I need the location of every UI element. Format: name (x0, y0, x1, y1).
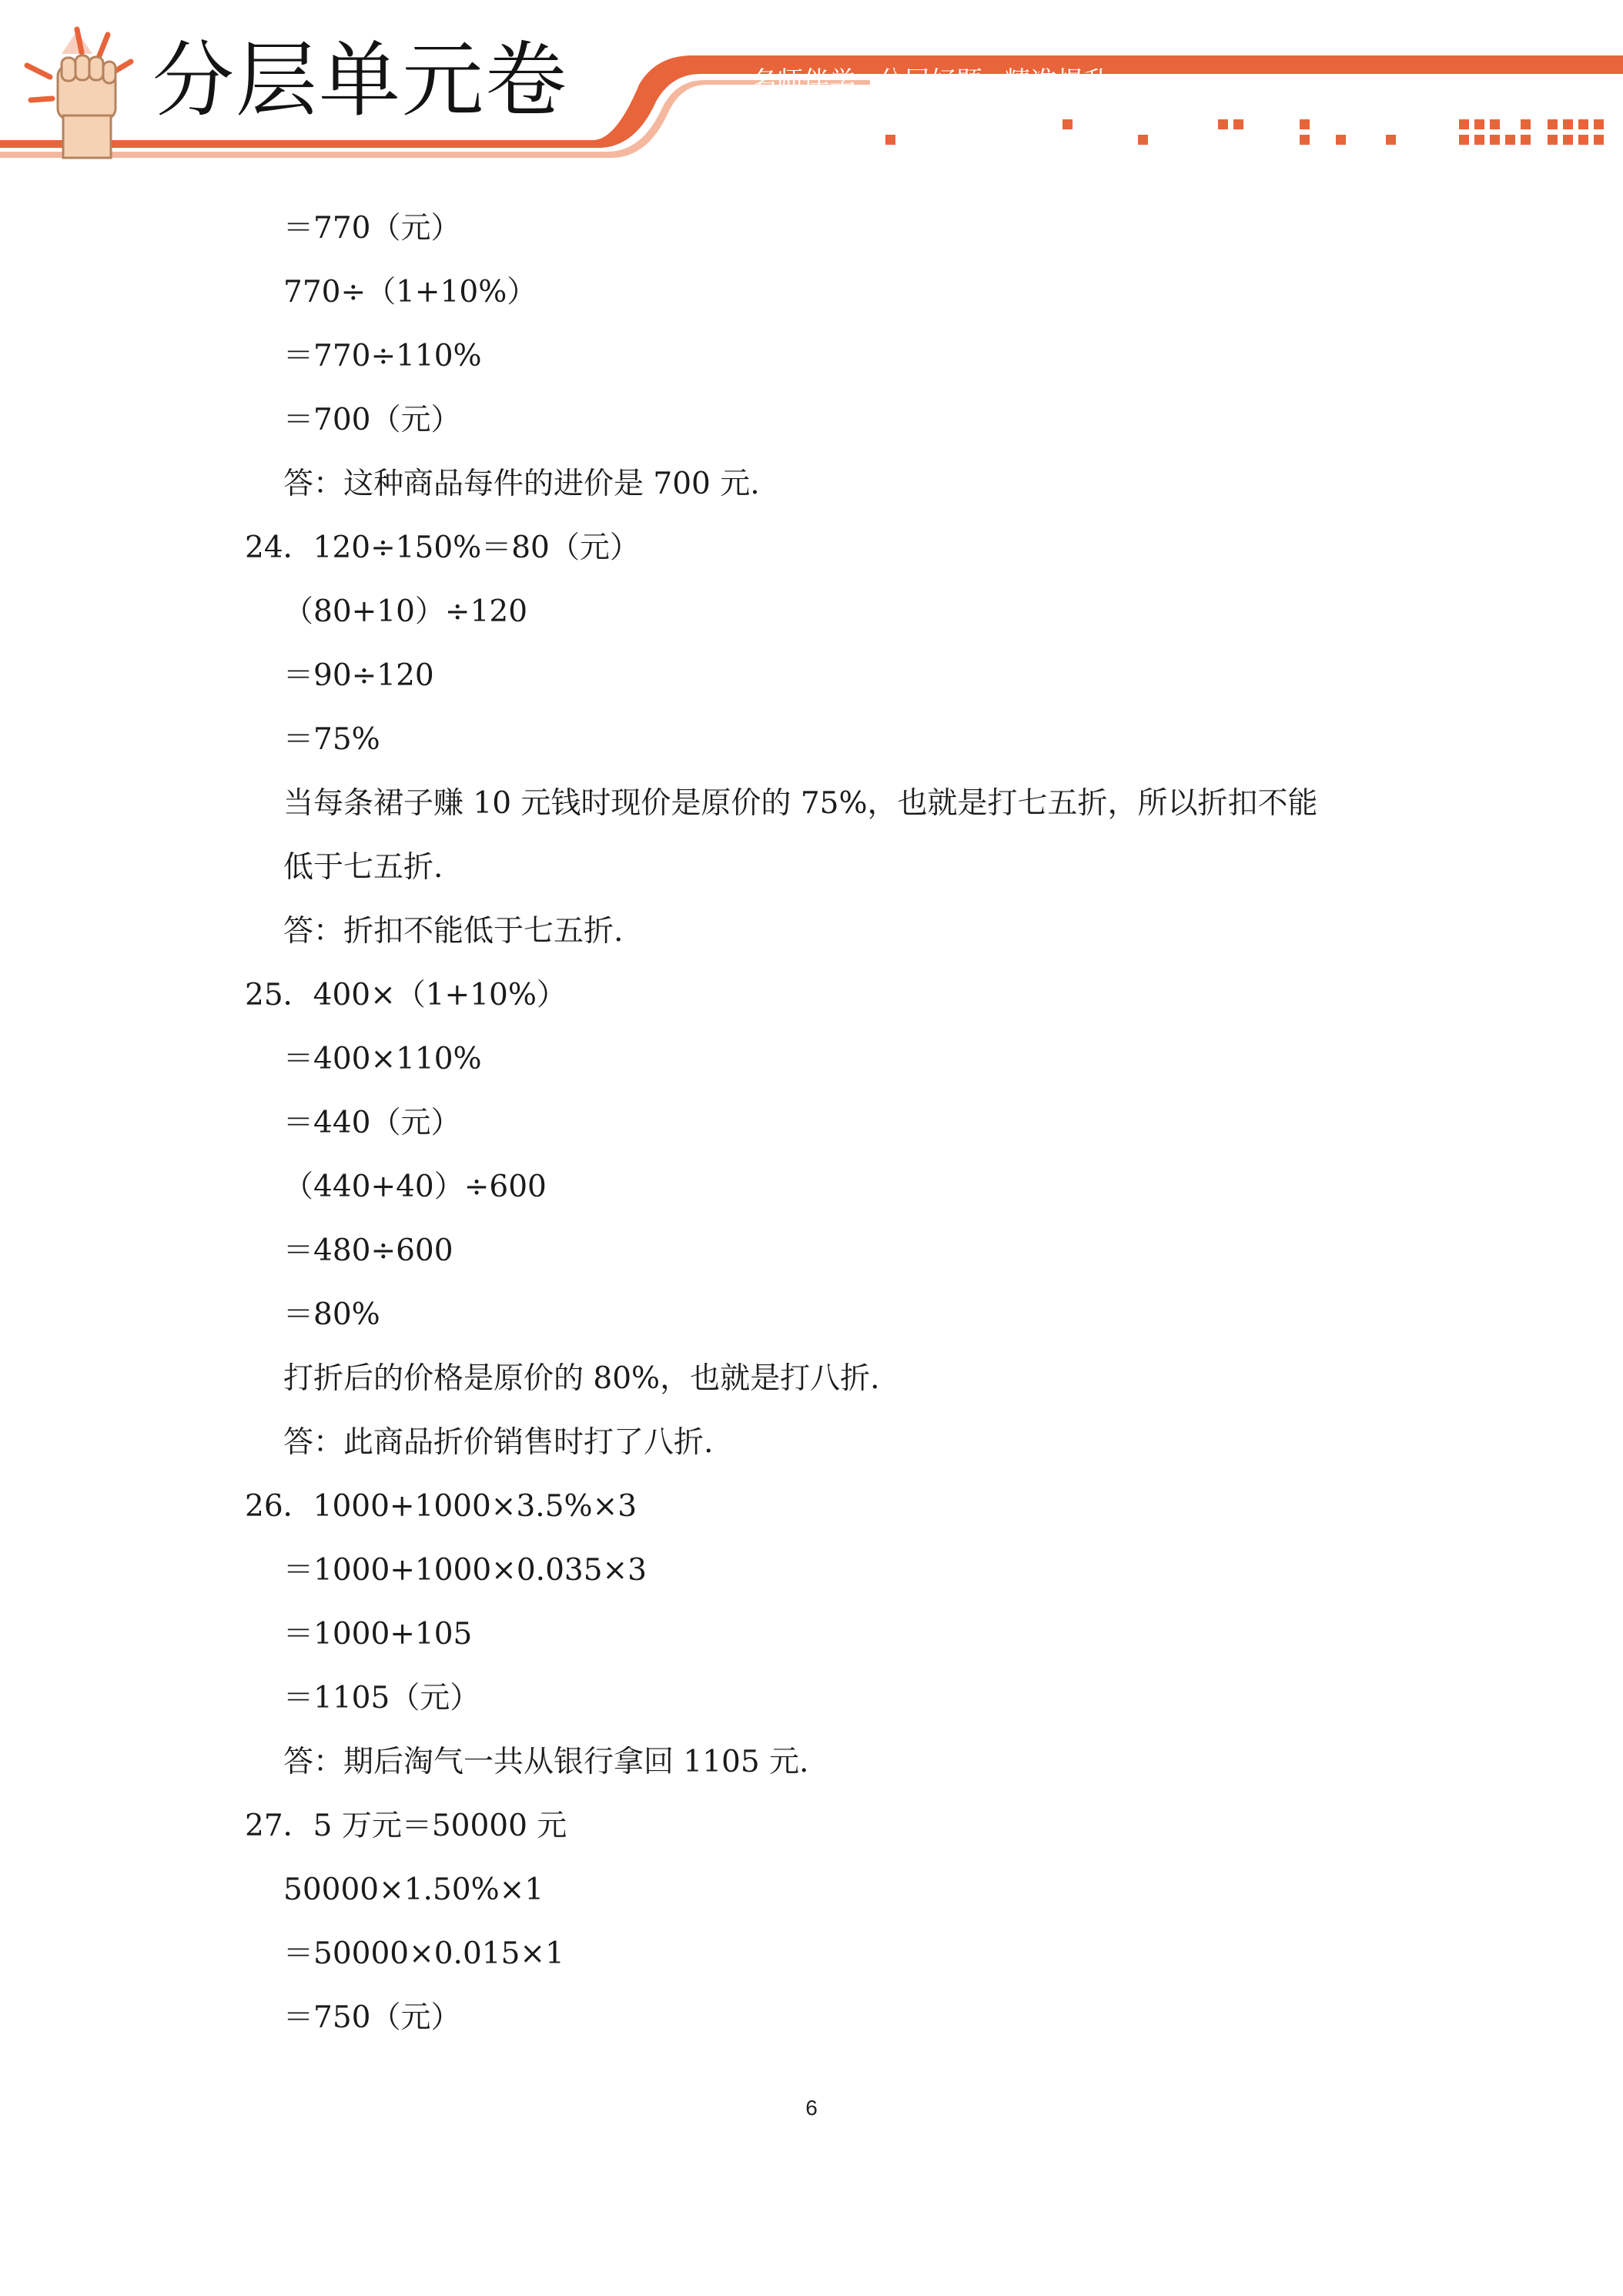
text-line: 50000×1.50%×1 (283, 1873, 544, 1907)
text-line: ＝1000+1000×0.035×3 (283, 1553, 647, 1588)
text-line: ＝480÷600 (283, 1233, 453, 1268)
page-header (0, 0, 1623, 166)
text-line: 低于七五折. (283, 850, 443, 885)
answer-line: 答：此商品折价销售时打了八折. (283, 1425, 714, 1460)
text-line: 当每条裙子赚 10 元钱时现价是原价的 75%，也就是打七五折，所以折扣不能 (283, 786, 1318, 821)
text-line: ＝80% (283, 1297, 380, 1332)
text-line: ＝440（元） (283, 1106, 461, 1140)
text-line: （440+40）÷600 (283, 1170, 547, 1204)
text-line: ＝700（元） (283, 403, 461, 437)
answer-line: 答：折扣不能低于七五折. (283, 914, 624, 949)
text-line: 打折后的价格是原价的 80%，也就是打八折. (283, 1361, 880, 1396)
raised-fist-icon (27, 29, 131, 158)
text-line: 770÷（1+10%） (283, 275, 537, 310)
header-slogan: 名师伴学 分层好题 精准提升 (751, 66, 1109, 97)
problem-24-heading: 24．120÷150%＝80（元） (245, 530, 640, 565)
brand-title: 分层单元卷 (152, 33, 568, 128)
answer-line: 答：这种商品每件的进价是 700 元. (283, 467, 760, 501)
text-line: ＝75% (283, 722, 380, 757)
text-line: ＝50000×0.015×1 (283, 1936, 564, 1971)
text-line: ＝1000+105 (283, 1617, 473, 1652)
decorative-squares (885, 119, 1604, 145)
text-line: （80+10）÷120 (283, 594, 528, 629)
problem-27-heading: 27．5 万元＝50000 元 (245, 1809, 567, 1843)
answer-line: 答：期后淘气一共从银行拿回 1105 元. (283, 1745, 809, 1779)
text-line: ＝750（元） (283, 2000, 461, 2035)
text-line: ＝90÷120 (283, 658, 434, 693)
problem-25-heading: 25．400×（1+10%） (245, 978, 567, 1012)
page-number: 6 (805, 2096, 818, 2120)
text-line: ＝1105（元） (283, 1681, 480, 1715)
text-line: ＝770÷110% (283, 339, 482, 373)
text-line: ＝400×110% (283, 1042, 482, 1076)
text-line: ＝770（元） (283, 211, 461, 246)
problem-26-heading: 26．1000+1000×3.5%×3 (245, 1489, 637, 1524)
